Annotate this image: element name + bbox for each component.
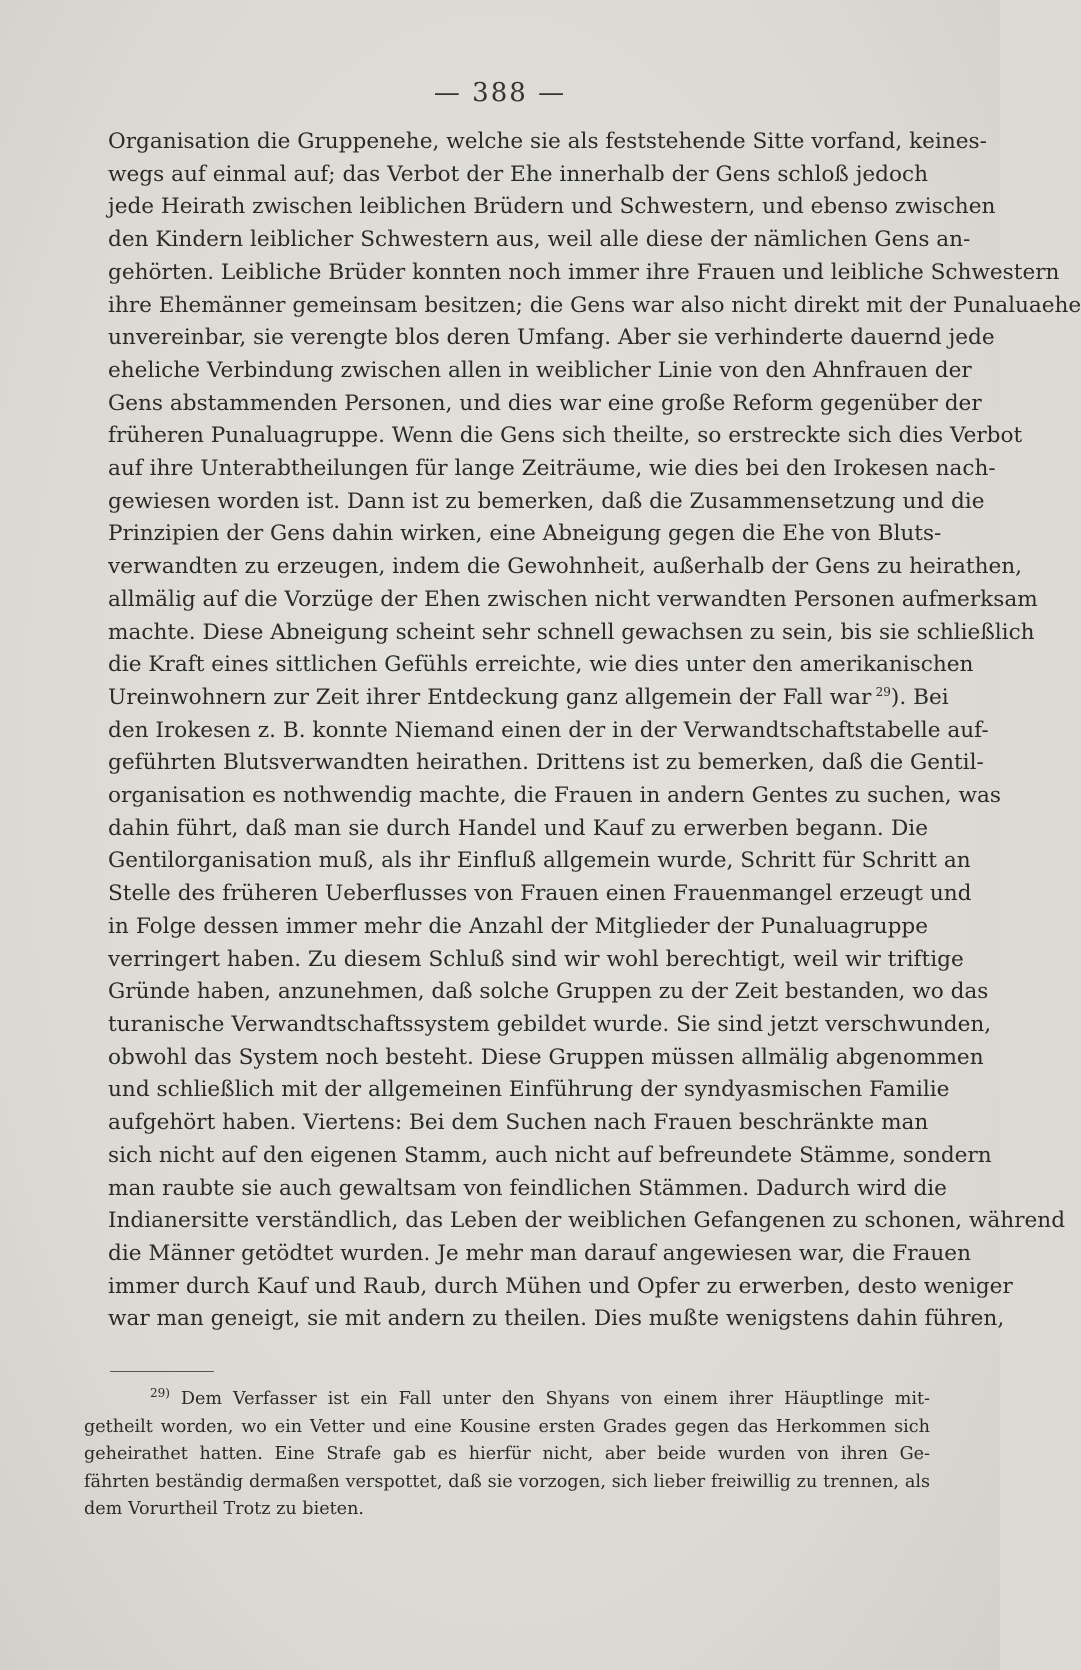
footnote-line: fährten beständig dermaßen verspottet, daß sie vorzogen, sich lieber freiwillig zu trennen, als bbox=[84, 1471, 930, 1492]
body-text bbox=[108, 126, 1081, 1336]
text-line: dahin führt, daß man sie durch Handel und Kauf zu erwerben begann. Die bbox=[108, 815, 928, 841]
text-line: und schließlich mit der allgemeinen Einführung der syndyasmischen Familie bbox=[108, 1077, 950, 1103]
text-line: die Männer getödtet wurden. Je mehr man darauf angewiesen war, die Frauen bbox=[108, 1240, 971, 1266]
footnote bbox=[84, 1386, 930, 1524]
text-line-part: Ureinwohnern zur Zeit ihrer Entdeckung ganz allgemein der Fall war bbox=[108, 684, 872, 710]
text-line: Gründe haben, anzunehmen, daß solche Gruppen zu der Zeit bestanden, wo das bbox=[108, 979, 989, 1005]
text-line: war man geneigt, sie mit andern zu theilen. Dies mußte wenigstens dahin führen, bbox=[108, 1306, 1005, 1332]
text-line: Organisation die Gruppenehe, welche sie als feststehende Sitte vorfand, keines- bbox=[108, 129, 987, 154]
page-number: — 388 — bbox=[433, 78, 567, 108]
footnote-reference: 29 bbox=[875, 684, 891, 699]
text-line: in Folge dessen immer mehr die Anzahl der Mitglieder der Punaluagruppe bbox=[108, 913, 928, 939]
text-line: auf ihre Unterabtheilungen für lange Zeiträume, wie dies bei den Irokesen nach- bbox=[108, 456, 996, 482]
text-line: obwohl das System noch besteht. Diese Gruppen müssen allmälig abgenommen bbox=[108, 1044, 984, 1070]
footnote-line-text: Dem Verfasser ist ein Fall unter den Shyans von einem ihrer Häuptlinge mit- bbox=[180, 1389, 930, 1409]
text-line: den Irokesen z. B. konnte Niemand einen der in der Verwandtschaftstabelle auf- bbox=[108, 717, 989, 743]
text-line: Stelle des früheren Ueberflusses von Frauen einen Frauenmangel erzeugt und bbox=[108, 881, 972, 907]
text-line: früheren Punaluagruppe. Wenn die Gens sich theilte, so erstreckte sich dies Verbot bbox=[108, 423, 1023, 449]
text-line: Indianersitte verständlich, das Leben der weiblichen Gefangenen zu schonen, während bbox=[108, 1208, 1066, 1234]
text-line: den Kindern leiblicher Schwestern aus, weil alle diese der nämlichen Gens an- bbox=[108, 227, 971, 253]
text-line: allmälig auf die Vorzüge der Ehen zwischen nicht verwandten Personen aufmerksam bbox=[108, 586, 1038, 612]
text-line: geführten Blutsverwandten heirathen. Drittens ist zu bemerken, daß die Gentil- bbox=[108, 750, 984, 776]
text-line: eheliche Verbindung zwischen allen in weiblicher Linie von den Ahnfrauen der bbox=[108, 357, 972, 383]
text-line: Gentilorganisation muß, als ihr Einfluß allgemein wurde, Schritt für Schritt an bbox=[108, 848, 971, 874]
footnote-line: geheirathet hatten. Eine Strafe gab es hierfür nicht, aber beide wurden von ihren Ge- bbox=[84, 1444, 930, 1465]
text-line: turanische Verwandtschaftssystem gebildet wurde. Sie sind jetzt verschwunden, bbox=[108, 1011, 992, 1037]
text-line-with-footnote-ref bbox=[108, 682, 949, 715]
footnote-marker: 29) bbox=[150, 1386, 170, 1401]
text-line: organisation es nothwendig machte, die Frauen in andern Gentes zu suchen, was bbox=[108, 783, 1001, 809]
text-line: man raubte sie auch gewaltsam von feindlichen Stämmen. Dadurch wird die bbox=[108, 1175, 947, 1201]
text-line: ihre Ehemänner gemeinsam besitzen; die Gens war also nicht direkt mit der Punaluaehe bbox=[108, 292, 1081, 318]
text-line: jede Heirath zwischen leiblichen Brüdern und Schwestern, und ebenso zwischen bbox=[108, 194, 996, 220]
text-line: die Kraft eines sittlichen Gefühls erreichte, wie dies unter den amerikanischen bbox=[108, 652, 974, 678]
footnote-line: getheilt worden, wo ein Vetter und eine Kousine ersten Grades gegen das Herkommen sich bbox=[84, 1416, 930, 1437]
text-line: unvereinbar, sie verengte blos deren Umfang. Aber sie verhinderte dauernd jede bbox=[108, 325, 995, 351]
text-line-part: ). Bei bbox=[890, 684, 949, 710]
text-line: sich nicht auf den eigenen Stamm, auch nicht auf befreundete Stämme, sondern bbox=[108, 1142, 992, 1168]
text-line: gewiesen worden ist. Dann ist zu bemerken, daß die Zusammensetzung und die bbox=[108, 488, 985, 514]
text-line: verwandten zu erzeugen, indem die Gewohnheit, außerhalb der Gens zu heirathen, bbox=[108, 554, 1023, 580]
text-line: wegs auf einmal auf; das Verbot der Ehe innerhalb der Gens schloß jedoch bbox=[108, 161, 928, 187]
text-line: Gens abstammenden Personen, und dies war eine große Reform gegenüber der bbox=[108, 390, 982, 416]
footnote-line: dem Vorurtheil Trotz zu bieten. bbox=[84, 1499, 365, 1520]
text-line: verringert haben. Zu diesem Schluß sind wir wohl berechtigt, weil wir triftige bbox=[108, 946, 964, 972]
text-line: immer durch Kauf und Raub, durch Mühen und Opfer zu erwerben, desto weniger bbox=[108, 1273, 1013, 1299]
text-line: aufgehört haben. Viertens: Bei dem Suchen nach Frauen beschränkte man bbox=[108, 1110, 929, 1136]
text-line: machte. Diese Abneigung scheint sehr schnell gewachsen zu sein, bis sie schließlich bbox=[108, 619, 1035, 645]
footnote-divider bbox=[110, 1371, 214, 1372]
footnote-line bbox=[84, 1386, 930, 1414]
text-line: gehörten. Leibliche Brüder konnten noch immer ihre Frauen und leibliche Schwestern bbox=[108, 259, 1060, 285]
text-line: Prinzipien der Gens dahin wirken, eine Abneigung gegen die Ehe von Bluts- bbox=[108, 521, 942, 547]
